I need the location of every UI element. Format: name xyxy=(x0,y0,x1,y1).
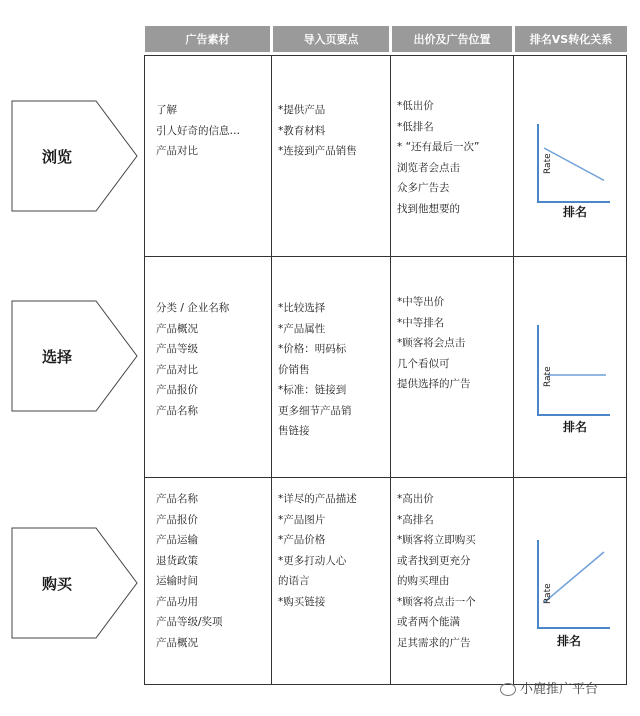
header-bid-position: 出价及广告位置 xyxy=(392,26,512,52)
list-item: 售链接 xyxy=(278,425,310,437)
list-item: 产品对比 xyxy=(156,145,198,157)
browse-bidding-list xyxy=(397,96,479,219)
list-item: *标准：链接到 xyxy=(278,384,347,396)
list-item: *顾客将点击一个 xyxy=(397,595,476,608)
list-item: 产品名称 xyxy=(156,404,198,417)
list-item: 或者找到更充分 xyxy=(397,554,471,567)
chart-select xyxy=(514,257,626,477)
list-item: 退货政策 xyxy=(156,554,198,567)
list-item: *中等出价 xyxy=(397,296,445,308)
browse-landing-list xyxy=(278,100,357,162)
browse-material-list xyxy=(156,100,240,162)
list-item: 产品名称 xyxy=(156,493,198,505)
stage-arrow-browse xyxy=(12,101,137,211)
watermark xyxy=(500,678,598,697)
list-item: 产品等级 xyxy=(156,343,198,355)
chart-series-line xyxy=(544,552,604,602)
list-item: 价销售 xyxy=(278,363,310,376)
list-item: *顾客将会点击 xyxy=(397,337,466,349)
watermark-text: 小鹿推广平台 xyxy=(520,682,599,697)
list-item: 产品报价 xyxy=(156,384,198,396)
list-item: *高出价 xyxy=(397,493,434,505)
list-item: 或者两个能满 xyxy=(397,616,460,628)
list-item: 产品报价 xyxy=(156,513,198,526)
header-landing-points: 导入页要点 xyxy=(273,26,389,52)
list-item: *低出价 xyxy=(397,100,434,112)
list-item: * “还有最后一次” xyxy=(397,141,480,153)
stage-arrow-select xyxy=(12,301,137,411)
buy-material-list xyxy=(156,489,223,653)
select-bidding-list xyxy=(397,292,471,395)
chart-ylabel: Rate xyxy=(543,153,553,174)
list-item: *购买链接 xyxy=(278,595,326,608)
list-item: *价格：明码标 xyxy=(278,343,347,355)
list-item: 的购买理由 xyxy=(397,575,450,587)
list-item: 众多广告去 xyxy=(397,182,450,194)
list-item: *中等排名 xyxy=(397,316,445,329)
buy-landing-list xyxy=(278,489,357,612)
stage-arrow-buy xyxy=(12,528,137,638)
header-ad-material: 广告素材 xyxy=(145,26,270,52)
list-item: *比较选择 xyxy=(278,302,326,314)
stage-label-buy: 购买 xyxy=(42,575,73,593)
buy-bidding-list xyxy=(397,489,476,653)
list-item: *教育材料 xyxy=(278,124,326,137)
list-item: 产品运输 xyxy=(156,534,198,546)
wechat-icon xyxy=(500,683,516,696)
stage-label-select: 选择 xyxy=(42,348,73,366)
list-item: 的语言 xyxy=(278,575,310,587)
list-item: 产品等级/奖项 xyxy=(156,616,223,628)
list-item: 产品对比 xyxy=(156,363,198,376)
select-material-list xyxy=(156,298,229,421)
chart-ylabel: Rate xyxy=(543,583,553,604)
list-item: 产品概况 xyxy=(156,322,198,335)
list-item: *产品图片 xyxy=(278,513,326,526)
list-item: *高排名 xyxy=(397,513,434,526)
list-item: 产品功用 xyxy=(156,595,198,608)
list-item: *连接到产品销售 xyxy=(278,145,357,157)
list-item: *产品属性 xyxy=(278,322,326,335)
chart-browse xyxy=(514,56,626,256)
list-item: 更多细节产品销 xyxy=(278,404,352,417)
list-item: 几个看似可 xyxy=(397,357,450,370)
header-rank-vs-conversion: 排名VS转化关系 xyxy=(515,26,627,52)
list-item: 提供选择的广告 xyxy=(397,378,471,390)
select-landing-list xyxy=(278,298,352,442)
list-item: 运输时间 xyxy=(156,575,198,587)
list-item: 产品概况 xyxy=(156,636,198,649)
chart-xlabel-buy: 排名 xyxy=(557,634,582,648)
list-item: 分类 / 企业名称 xyxy=(156,302,230,314)
stage-label-browse: 浏览 xyxy=(42,148,73,166)
list-item: *顾客将立即购买 xyxy=(397,534,476,546)
list-item: *产品价格 xyxy=(278,534,326,546)
list-item: 足其需求的广告 xyxy=(397,636,471,649)
list-item: *详尽的产品描述 xyxy=(278,493,357,505)
list-item: *提供产品 xyxy=(278,104,326,116)
list-item: *低排名 xyxy=(397,120,434,133)
chart-ylabel: Rate xyxy=(543,366,553,387)
chart-xlabel-select: 排名 xyxy=(563,420,588,434)
list-item: 找到他想要的 xyxy=(397,202,460,215)
list-item: 引人好奇的信息… xyxy=(156,124,240,137)
chart-buy xyxy=(514,478,626,684)
list-item: *更多打动人心 xyxy=(278,554,347,567)
chart-series-line xyxy=(544,148,604,180)
list-item: 浏览者会点击 xyxy=(397,161,460,174)
chart-xlabel-browse: 排名 xyxy=(563,205,588,219)
list-item: 了解 xyxy=(156,104,177,116)
